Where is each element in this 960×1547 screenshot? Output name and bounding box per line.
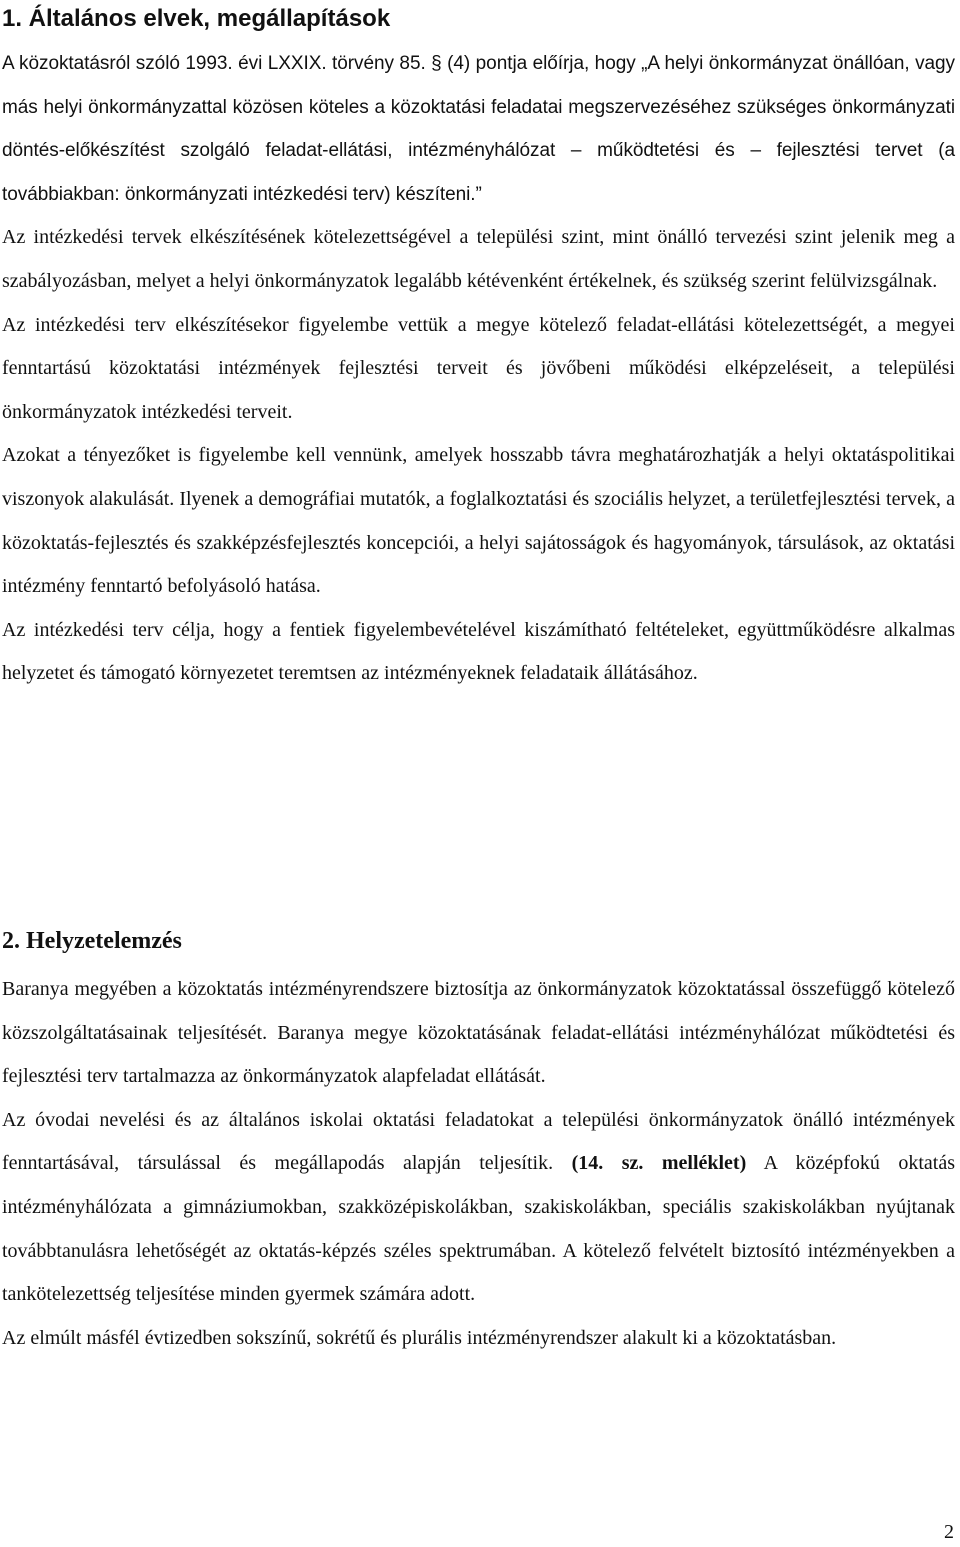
paragraph-plan-goal: Az intézkedési terv célja, hogy a fentiek figyelembevételével kiszámítható feltételeket, együttműködésre alkalmas helyzetet és támogató környezetet teremtsen az intézményeknek feladataik állátásához. — [2, 618, 955, 685]
section-heading-situation-analysis: 2. Helyzetelemzés — [2, 928, 182, 954]
page-number: 2 — [944, 1521, 954, 1543]
paragraph-legal-basis: A közoktatásról szóló 1993. évi LXXIX. törvény 85. § (4) pontja előírja, hogy „A helyi önkormányzat önállóan, vagy más helyi önkormányzattal közösen köteles a közoktatási feladatai megszervezéséhez szükséges önkormányzati döntés-előkészítést szolgáló feladat-ellátási, intézményhálózat – működtetési és – fejlesztési tervet (a továbbiakban: önkormányzati intézkedési terv) készíteni.” — [2, 53, 955, 205]
paragraph-plan-obligation: Az intézkedési tervek elkészítésének kötelezettségével a települési szint, mint önálló tervezési szint jelenik meg a szabályozásban, melyet a helyi önkormányzatok legalább kétévenként értékelnek, és szükség szerint felülvizsgálnak. — [2, 226, 955, 292]
section-body-situation-analysis — [2, 968, 955, 1360]
paragraph-institution-system: Baranya megyében a közoktatás intézményrendszere biztosítja az önkormányzatok közoktatással összefüggő kötelező közszolgáltatásainak teljesítését. Baranya megye közoktatásának feladat-ellátási intézményhálózat működtetési és fejlesztési terv tartalmazza az önkormányzatok alapfeladat ellátását. — [2, 978, 955, 1088]
section-heading-general-principles: 1. Általános elvek, megállapítások — [2, 5, 391, 32]
paragraph-factors: Azokat a tényezőket is figyelembe kell vennünk, amelyek hosszabb távra meghatározhatják a helyi oktatáspolitikai viszonyok alakulását. Ilyenek a demográfiai mutatók, a foglalkoztatási és szociális helyzet, a területfejlesztési tervek, a közoktatás-fejlesztés és szakképzésfejlesztés koncepciói, a helyi sajátosságok és hagyományok, társulások, az oktatási intézmény fenntartó befolyásoló hatása. — [2, 444, 955, 598]
paragraph-diverse-system: Az elmúlt másfél évtizedben sokszínű, sokrétű és plurális intézményrendszer alakult ki a közoktatásban. — [2, 1326, 837, 1349]
paragraph-school-tasks-start: Az óvodai nevelési és az általános iskolai oktatási feladatokat a települési önkormányzatok önálló intézmények fenntartásával, társulással és megállapodás alapján teljesítik. — [2, 1108, 955, 1175]
section-body-general-principles — [2, 42, 955, 696]
annex-reference: (14. sz. melléklet) — [571, 1152, 747, 1175]
paragraph-school-tasks — [2, 1099, 955, 1317]
paragraph-school-tasks-end: A középfokú oktatás intézményhálózata a gimnáziumokban, szakközépiskolákban, szakiskolákban, speciális szakiskolákban nyújtanak továbbtanulásra lehetőségét az oktatás-képzés széles spektrumában. A kötelező felvételt biztosító intézményekben a tankötelezettség teljesítése minden gyermek számára adott. — [2, 1152, 955, 1306]
paragraph-plan-considerations: Az intézkedési terv elkészítésekor figyelembe vettük a megye kötelező feladat-ellátási kötelezettségét, a megyei fenntartású közoktatási intézmények fejlesztési terveit és jövőbeni működési elképzeléseit, a települési önkormányzatok intézkedési terveit. — [2, 313, 955, 423]
